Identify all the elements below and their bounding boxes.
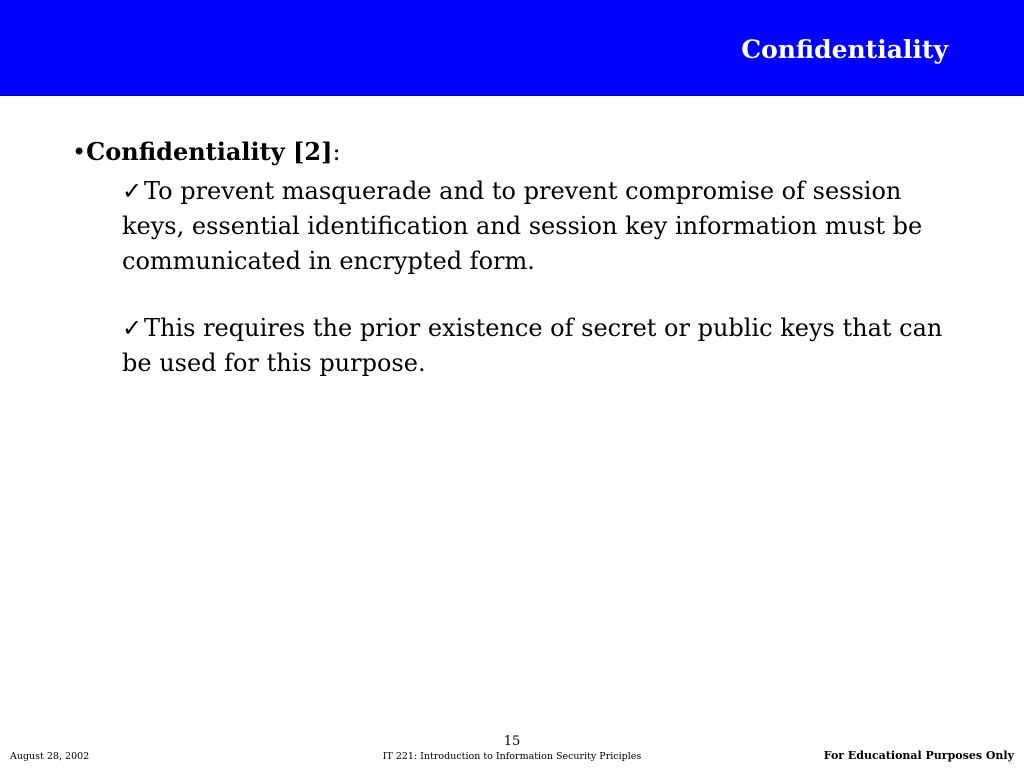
footer-course-title: IT 221: Introduction to Information Security Priciples <box>382 751 642 762</box>
footer-date: August 28, 2002 <box>10 751 90 762</box>
bullet-heading-line <box>72 134 972 170</box>
sub-item-prior-keys <box>122 311 962 381</box>
checkmark-icon: ✓ <box>122 314 143 342</box>
slide-title: Confidentiality <box>741 35 948 64</box>
footer-note: For Educational Purposes Only <box>823 749 1014 762</box>
sub-item-masquerade <box>122 174 962 279</box>
bullet-heading: Confidentiality [2] <box>86 137 333 166</box>
bullet-marker: • <box>72 138 87 166</box>
bullet-heading-suffix: : <box>332 138 341 166</box>
sub-item-text: This requires the prior existence of secret or public keys that can be used for this purpose. <box>122 314 943 377</box>
checkmark-icon: ✓ <box>122 177 143 205</box>
page-number: 15 <box>503 734 521 749</box>
title-bar <box>0 0 1024 96</box>
slide-content <box>72 134 972 381</box>
sub-item-text: To prevent masquerade and to prevent compromise of session keys, essential identification and session key information must be communicated in encrypted form. <box>122 177 923 275</box>
